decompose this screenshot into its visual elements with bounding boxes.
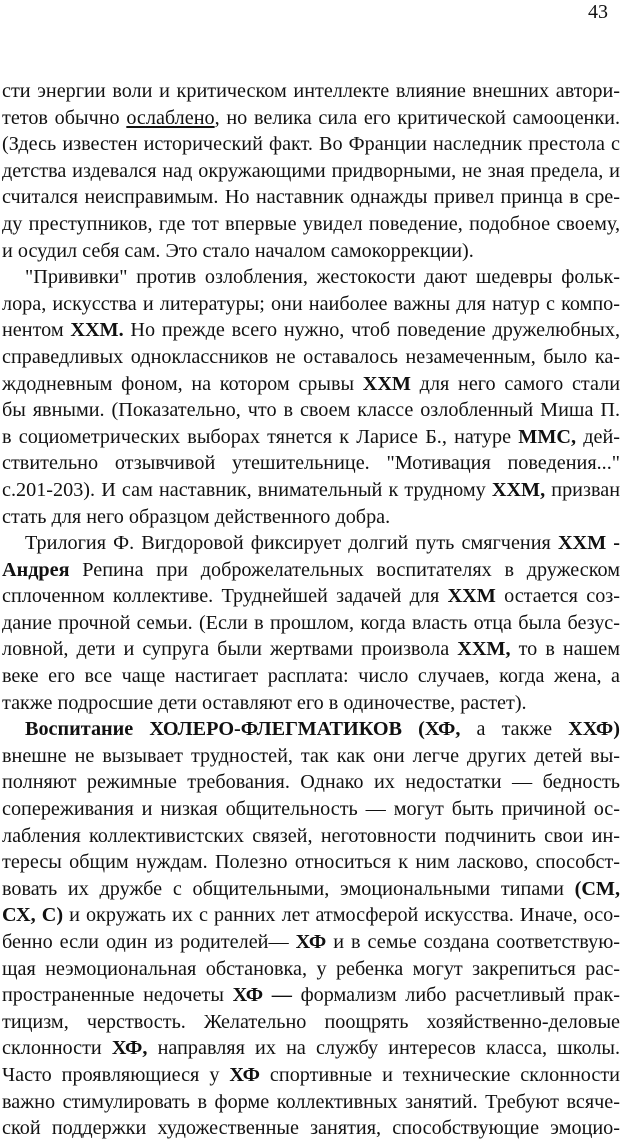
text-segment: с.201-203). И сам наставник, внимательный к трудному — [2, 478, 492, 501]
text-body — [0, 78, 620, 1142]
bold-term: ХФ — — [232, 984, 292, 1007]
text-line — [0, 291, 620, 318]
text-segment: в социометрических выборах тянется к Ларисе Б., натуре — [2, 425, 519, 448]
text-line — [0, 902, 620, 929]
text-segment: и осудил себя сам. Это стало началом самокоррекции). — [2, 239, 474, 262]
text-line — [0, 184, 620, 211]
bold-term: Андрея — [2, 558, 70, 581]
text-line — [0, 344, 620, 371]
text-line — [0, 690, 620, 717]
text-segment: детства издевался над окружающими придворными, не зная предела, и — [2, 159, 620, 182]
text-segment: вовать их дружбе с общительными, эмоциональными типами — [2, 877, 575, 900]
text-line — [0, 876, 620, 903]
bold-term: ХХФ) — [568, 718, 620, 741]
text-line — [0, 1062, 620, 1089]
text-line — [0, 823, 620, 850]
text-segment: спортивные и технические склонности — [259, 1063, 620, 1086]
text-segment: Часто проявляющиеся у — [2, 1063, 230, 1086]
text-line — [0, 211, 620, 238]
text-segment: сти энергии воли и критическом интеллекте влияние внешних автори- — [2, 80, 620, 102]
text-segment: тетов обычно — [2, 106, 127, 129]
text-segment: важно стимулировать в форме коллективных занятий. Требуют всяче- — [2, 1090, 620, 1113]
text-line — [0, 424, 620, 451]
text-segment: склонности — [2, 1037, 112, 1060]
bold-term: ХХМ — [447, 585, 496, 608]
text-line — [0, 929, 620, 956]
text-segment: ской поддержки художественные занятия, способствующие эмоцио- — [2, 1117, 620, 1140]
bold-term: ХХМ — [362, 372, 411, 395]
text-line — [0, 1035, 620, 1062]
bold-term: СХ, С) — [2, 904, 64, 927]
bold-term: ХФ — [229, 1063, 260, 1086]
text-line — [0, 1009, 620, 1036]
text-segment: стать для него образцом действенного добра. — [2, 505, 391, 528]
text-line — [0, 610, 620, 637]
text-line — [0, 264, 620, 291]
text-segment: дей- — [576, 425, 620, 448]
text-line — [0, 131, 620, 158]
text-segment: ловной, дети и супруга были жертвами произвола — [2, 638, 458, 661]
text-segment: остается соз- — [495, 585, 620, 608]
text-segment: веке его все чаще настигает расплата: число случаев, когда жена, а — [2, 665, 620, 688]
text-line — [0, 1089, 620, 1116]
text-segment: (Здесь известен исторический факт. Во Франции наследник престола с — [2, 133, 620, 156]
text-line — [0, 743, 620, 770]
text-segment: сплоченном коллективе. Труднейшей задачей для — [2, 585, 448, 608]
text-segment: ствительно отзывчивой утешительнице. "Мотивация поведения..." — [2, 452, 620, 475]
text-line — [0, 956, 620, 983]
text-segment: а также — [460, 718, 569, 741]
text-segment: ждодневным фоном, на котором срывы — [2, 372, 363, 395]
bold-term: ХХМ, — [491, 478, 546, 501]
text-segment: внешне не вызывает трудностей, так как они легче других детей вы- — [2, 744, 620, 767]
text-segment: ду преступников, где тот впервые увидел поведение, подобное своему, — [2, 212, 620, 235]
text-segment: справедливых одноклассников не оставалось незамеченным, было ка- — [2, 345, 620, 368]
text-segment: Репина при доброжелательных воспитателях в дружеском — [69, 558, 620, 581]
text-line — [0, 663, 620, 690]
text-segment: полняют режимные требования. Однако их недостатки — бедность — [2, 771, 620, 794]
text-line — [0, 769, 620, 796]
text-segment: призван — [545, 478, 620, 501]
text-segment: также подросшие дети оставляют его в одиночестве, растет). — [2, 691, 527, 714]
bold-term: (СМ, — [574, 877, 620, 900]
text-segment: направляя их на службу интересов класса, школы. — [147, 1037, 620, 1060]
text-segment: то в нашем — [510, 638, 620, 661]
text-line — [0, 78, 620, 105]
text-line — [0, 371, 620, 398]
text-line — [0, 238, 620, 265]
text-line — [0, 1115, 620, 1142]
text-line — [0, 317, 620, 344]
text-segment: бы явными. (Показательно, что в своем классе озлобленный Миша П. — [2, 399, 620, 422]
text-line — [0, 796, 620, 823]
text-line — [0, 636, 620, 663]
bold-term: ММС, — [518, 425, 577, 448]
text-segment: лабления коллективистских связей, неготовности подчинить свои ин- — [2, 824, 620, 847]
text-line — [0, 477, 620, 504]
text-segment: сопереживания и низкая общительность — могут быть причиной ос- — [2, 798, 620, 821]
bold-term: ХФ, — [111, 1037, 148, 1060]
text-line — [0, 982, 620, 1009]
text-segment: дание прочной семьи. (Если в прошлом, когда власть отца была безус- — [2, 611, 620, 634]
text-segment: нентом — [2, 319, 71, 342]
text-segment: лора, искусства и литературы; они наиболее важны для натур с компо- — [2, 292, 620, 315]
text-segment: тересы общим нуждам. Полезно относиться к ним ласково, способст- — [2, 851, 620, 874]
text-line — [0, 105, 620, 132]
text-line — [0, 583, 620, 610]
bold-term: ХХМ, — [457, 638, 511, 661]
text-segment: бенно если один из родителей— — [2, 931, 296, 953]
text-segment: щая неэмоциональная обстановка, у ребенка могут закрепиться рас- — [2, 957, 620, 980]
underlined-text: ослаблено — [126, 106, 215, 129]
text-segment: и окружать их с ранних лет атмосферой искусства. Иначе, осо- — [63, 904, 620, 927]
text-line — [0, 450, 620, 477]
text-segment: Но прежде всего нужно, чтоб поведение дружелюбных, — [123, 319, 620, 342]
bold-term: Воспитание ХОЛЕРО-ФЛЕГМАТИКОВ (ХФ, — [25, 718, 461, 741]
bold-term: ХФ — [295, 931, 327, 953]
text-segment: пространенные недочеты — [2, 984, 233, 1007]
bold-term: ХХМ. — [70, 319, 124, 342]
page-number: 43 — [588, 1, 608, 23]
text-segment: для него самого стали — [410, 372, 620, 395]
text-line — [0, 557, 620, 584]
text-segment: формализм либо расчетливый прак- — [291, 984, 620, 1007]
text-line — [0, 530, 620, 557]
text-line — [0, 849, 620, 876]
text-segment: , но велика сила его критической самооценки. — [214, 106, 620, 129]
text-segment: считался неисправимым. Но наставник однажды привел принца в сре- — [2, 186, 620, 209]
text-line — [0, 716, 620, 743]
text-segment: "Прививки" против озлобления, жестокости дают шедевры фольк- — [25, 266, 620, 289]
bold-term: ХХМ - — [557, 532, 620, 555]
text-line — [0, 397, 620, 424]
text-line — [0, 158, 620, 185]
text-segment: тицизм, черствость. Желательно поощрять хозяйственно-деловые — [2, 1010, 620, 1033]
text-line — [0, 504, 620, 531]
text-segment: Трилогия Ф. Вигдоровой фиксирует долгий путь смягчения — [25, 532, 558, 555]
text-segment: и в семье создана соответствую- — [326, 931, 620, 953]
